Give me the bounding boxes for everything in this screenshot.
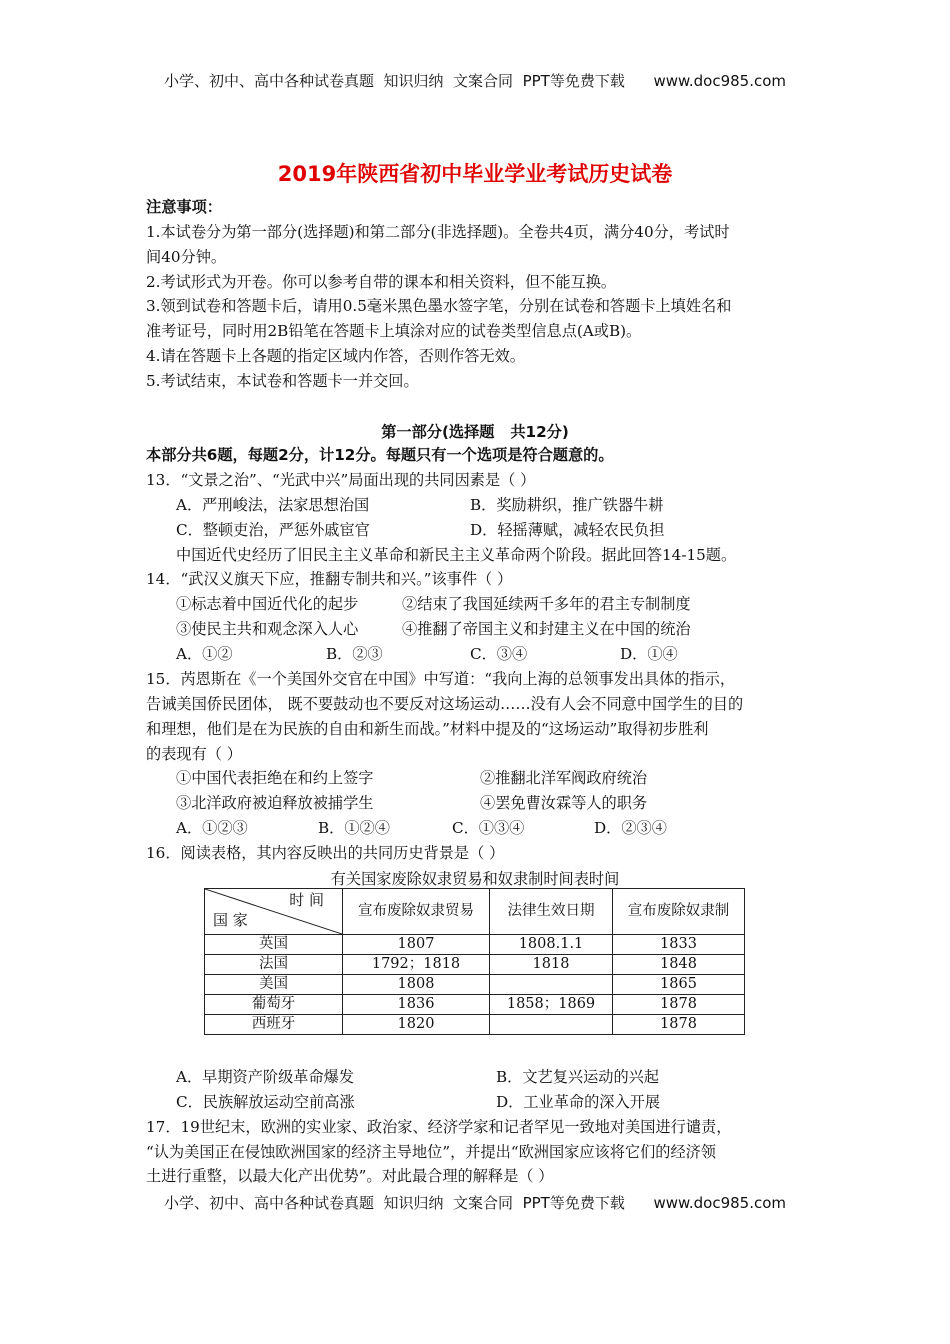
q15-line: 15．芮恩斯在《一个美国外交官在中国》中写道：“我向上海的总领事发出具体的指示， xyxy=(146,670,736,688)
q15-statement-1: ①中国代表拒绝在和约上签字 xyxy=(176,769,374,787)
table-header-row xyxy=(205,889,745,935)
q15-statement-3: ③北洋政府被迫释放被捕学生 xyxy=(176,794,374,812)
notice-line: 间40分钟。 xyxy=(146,248,227,266)
q15-line: 的表现有（ ） xyxy=(146,745,242,763)
table-row xyxy=(205,995,745,1015)
q13-option-a: A．严刑峻法，法家思想治国 xyxy=(176,496,370,514)
notice-line: 2.考试形式为开卷。你可以参考自带的课本和相关资料，但不能互换。 xyxy=(146,273,617,291)
notice-line: 4.请在答题卡上各题的指定区域内作答，否则作答无效。 xyxy=(146,347,525,365)
q15-statement-2: ②推翻北洋军阀政府统治 xyxy=(480,769,648,787)
q16-option-a: A．早期资产阶级革命爆发 xyxy=(176,1068,355,1086)
cell-trade: 1836 xyxy=(343,995,490,1015)
q17-line: “认为美国正在侵蚀欧洲国家的经济主导地位”，并提出“欧洲国家应该将它们的经济领 xyxy=(146,1143,717,1161)
intro-14-15: 中国近代史经历了旧民主主义革命和新民主主义革命两个阶段。据此回答14-15题。 xyxy=(176,546,737,564)
q16-option-c: C．民族解放运动空前高涨 xyxy=(176,1093,355,1111)
cell-effective: 1808.1.1 xyxy=(490,935,613,955)
table-caption: 有关国家废除奴隶贸易和奴隶制时间表时间 xyxy=(330,870,620,888)
cell-effective xyxy=(490,1015,613,1035)
cell-country: 法国 xyxy=(205,955,343,975)
page-header: 小学、初中、高中各种试卷真题 知识归纳 文案合同 PPT等免费下载 www.doc985.com xyxy=(163,72,787,90)
table-row xyxy=(205,975,745,995)
cell-trade: 1807 xyxy=(343,935,490,955)
cell-country: 英国 xyxy=(205,935,343,955)
q16-option-b: B．文艺复兴运动的兴起 xyxy=(496,1068,660,1086)
cell-slavery: 1848 xyxy=(613,955,745,975)
q16-stem: 16．阅读表格，其内容反映出的共同历史背景是（ ） xyxy=(146,844,505,862)
cell-country: 美国 xyxy=(205,975,343,995)
q14-option-b: B．②③ xyxy=(326,645,383,663)
cell-country: 西班牙 xyxy=(205,1015,343,1035)
cell-country: 葡萄牙 xyxy=(205,995,343,1015)
table-row xyxy=(205,935,745,955)
q14-statement-3: ③使民主共和观念深入人心 xyxy=(176,620,359,638)
column-header: 宣布废除奴隶制 xyxy=(613,889,745,935)
table-row xyxy=(205,955,745,975)
q14-statement-2: ②结束了我国延续两千多年的君主专制制度 xyxy=(402,595,691,613)
q13-option-b: B．奖励耕织，推广铁器牛耕 xyxy=(470,496,664,514)
notice-heading: 注意事项： xyxy=(146,198,222,216)
cell-trade: 1808 xyxy=(343,975,490,995)
cell-effective: 1858；1869 xyxy=(490,995,613,1015)
cell-slavery: 1833 xyxy=(613,935,745,955)
notice-line: 5.考试结束，本试卷和答题卡一并交回。 xyxy=(146,372,419,390)
q14-stem: 14．“武汉义旗天下应，推翻专制共和兴。”该事件（ ） xyxy=(146,570,513,588)
notice-line: 1.本试卷分为第一部分(选择题)和第二部分(非选择题)。全卷共4页，满分40分，考试时 xyxy=(146,223,730,241)
q14-statement-4: ④推翻了帝国主义和封建主义在中国的统治 xyxy=(402,620,691,638)
page-footer: 小学、初中、高中各种试卷真题 知识归纳 文案合同 PPT等免费下载 www.doc985.com xyxy=(163,1194,787,1212)
q13-option-c: C．整顿吏治，严惩外戚宦官 xyxy=(176,521,370,539)
q15-option-b: B．①②④ xyxy=(318,819,390,837)
corner-country-label: 国 家 xyxy=(213,911,248,929)
table-corner-cell xyxy=(205,889,343,935)
q14-option-a: A．①② xyxy=(176,645,233,663)
cell-effective xyxy=(490,975,613,995)
notice-line: 准考证号，同时用2B铅笔在答题卡上填涂对应的试卷类型信息点(A或B)。 xyxy=(146,322,642,340)
q15-option-c: C．①③④ xyxy=(452,819,525,837)
abolition-table xyxy=(204,888,745,1035)
page-title: 2019年陕西省初中毕业学业考试历史试卷 xyxy=(277,162,673,186)
q15-option-d: D．②③④ xyxy=(594,819,667,837)
q13-option-d: D．轻摇薄赋，减轻农民负担 xyxy=(470,521,665,539)
q14-option-c: C．③④ xyxy=(470,645,528,663)
cell-slavery: 1878 xyxy=(613,1015,745,1035)
q15-line: 和理想，他们是在为民族的自由和新生而战。”材料中提及的“这场运动”取得初步胜利 xyxy=(146,720,709,738)
cell-effective: 1818 xyxy=(490,955,613,975)
section-title: 第一部分(选择题 共12分) xyxy=(381,423,569,441)
q14-option-d: D．①④ xyxy=(620,645,678,663)
q17-line: 17．19世纪末，欧洲的实业家、政治家、经济学家和记者罕见一致地对美国进行谴责， xyxy=(146,1118,732,1136)
corner-time-label: 时 间 xyxy=(289,891,324,909)
cell-trade: 1792；1818 xyxy=(343,955,490,975)
section-instruction: 本部分共6题，每题2分，计12分。每题只有一个选项是符合题意的。 xyxy=(146,446,614,464)
q17-line: 土进行重整，以最大化产出优势”。对此最合理的解释是（ ） xyxy=(146,1167,554,1185)
notice-line: 3.领到试卷和答题卡后，请用0.5毫米黑色墨水签字笔，分别在试卷和答题卡上填姓名和 xyxy=(146,297,732,315)
q16-option-d: D．工业革命的深入开展 xyxy=(496,1093,661,1111)
table-row xyxy=(205,1015,745,1035)
cell-slavery: 1878 xyxy=(613,995,745,1015)
q15-option-a: A．①②③ xyxy=(176,819,248,837)
q13-stem: 13．“文景之治”、“光武中兴”局面出现的共同因素是（ ） xyxy=(146,471,536,489)
column-header: 法律生效日期 xyxy=(490,889,613,935)
q15-statement-4: ④罢免曹汝霖等人的职务 xyxy=(480,794,648,812)
q14-statement-1: ①标志着中国近代化的起步 xyxy=(176,595,359,613)
column-header: 宣布废除奴隶贸易 xyxy=(343,889,490,935)
cell-slavery: 1865 xyxy=(613,975,745,995)
q15-line: 告诫美国侨民团体， 既不要鼓动也不要反对这场运动……没有人会不同意中国学生的目的 xyxy=(146,695,744,713)
cell-trade: 1820 xyxy=(343,1015,490,1035)
